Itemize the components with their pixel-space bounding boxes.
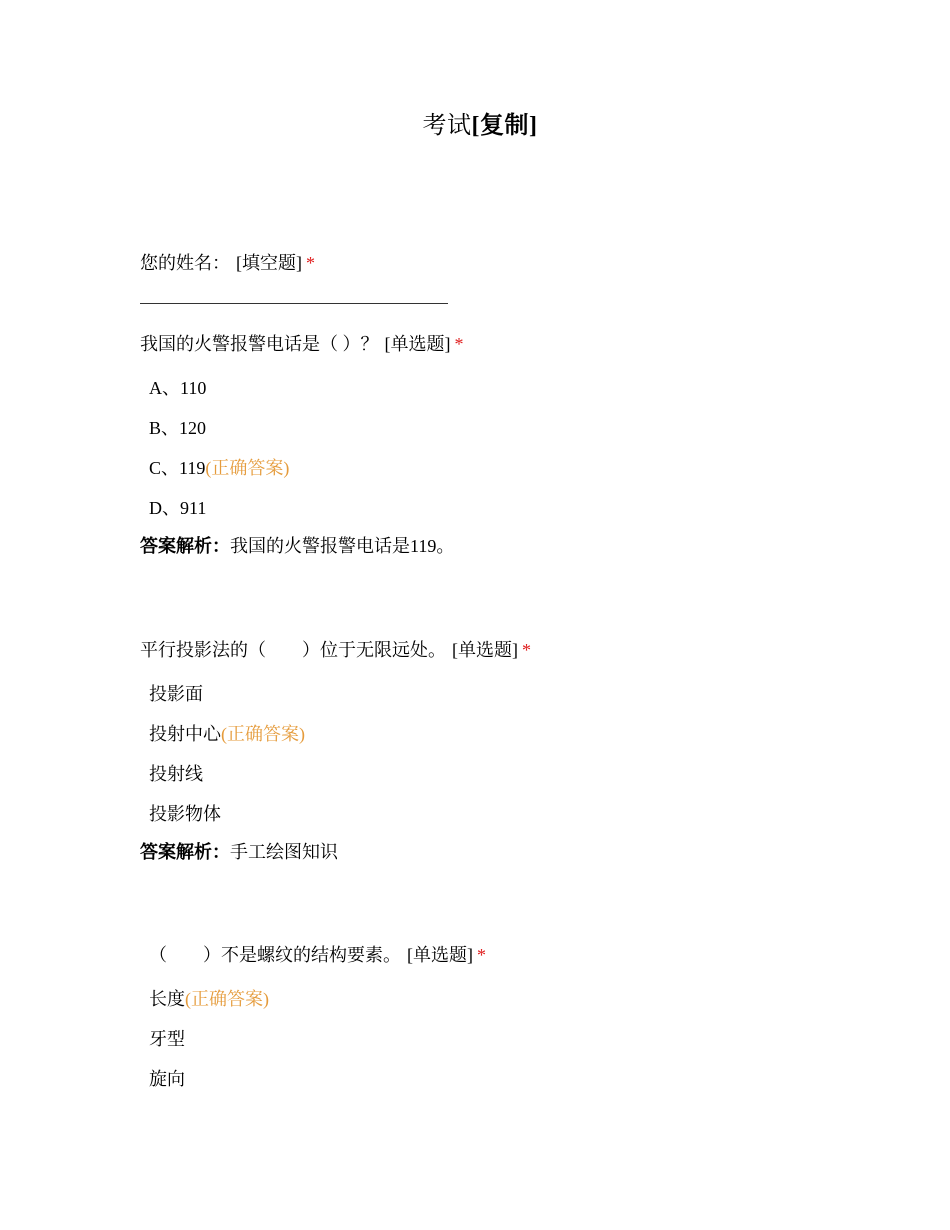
question-3	[140, 636, 820, 866]
question-4-type: [单选题]	[407, 945, 473, 965]
option-label: 牙型	[149, 1029, 185, 1049]
question-3-text: 平行投影法的（ ）位于无限远处。	[140, 640, 446, 660]
question-2	[140, 330, 820, 560]
analysis-label: 答案解析：	[140, 842, 230, 862]
question-3-type: [单选题]	[452, 640, 518, 660]
correct-answer-tag: (正确答案)	[205, 458, 290, 478]
option-3	[140, 760, 820, 788]
option-label: C、119	[149, 458, 206, 478]
option-2	[140, 720, 820, 748]
question-4-text: （ ）不是螺纹的结构要素。	[149, 945, 401, 965]
question-4-stem	[140, 941, 820, 969]
survey-title	[140, 108, 820, 144]
option-label: D、911	[149, 498, 207, 518]
analysis-text: 我国的火警报警电话是119。	[230, 536, 455, 556]
correct-answer-tag: (正确答案)	[221, 724, 305, 744]
name-input-line[interactable]	[140, 303, 448, 304]
question-1-type: [填空题]	[236, 253, 302, 273]
option-label: 投影面	[149, 684, 203, 704]
required-mark: *	[477, 945, 486, 965]
answer-analysis	[140, 532, 820, 560]
question-1	[140, 249, 820, 304]
correct-answer-tag: (正确答案)	[185, 989, 269, 1009]
question-3-stem	[140, 636, 820, 664]
option-label: 投影物体	[149, 804, 221, 824]
option-4	[140, 800, 820, 828]
option-b	[140, 414, 820, 442]
option-a	[140, 374, 820, 402]
option-2	[140, 1025, 820, 1053]
analysis-label: 答案解析：	[140, 536, 230, 556]
option-label: 投射线	[149, 764, 203, 784]
question-2-stem	[140, 330, 820, 358]
question-2-type: [单选题]	[384, 334, 451, 354]
survey-title-main: 考试	[422, 113, 472, 139]
option-label: B、120	[149, 418, 207, 438]
required-mark: *	[306, 253, 315, 273]
question-2-text: 我国的火警报警电话是（ ）？	[140, 334, 379, 354]
option-d	[140, 494, 820, 522]
analysis-text: 手工绘图知识	[230, 842, 338, 862]
required-mark: *	[454, 334, 464, 354]
option-label: 旋向	[149, 1069, 185, 1089]
option-1	[140, 985, 820, 1013]
option-label: 长度	[149, 989, 185, 1009]
option-3	[140, 1065, 820, 1093]
survey-title-suffix: [复制]	[471, 113, 538, 139]
required-mark: *	[522, 640, 531, 660]
question-4	[140, 941, 820, 1093]
option-label: A、110	[149, 378, 207, 398]
option-label: 投射中心	[149, 724, 221, 744]
question-1-text: 您的姓名：	[140, 253, 230, 273]
option-c	[140, 454, 820, 482]
answer-analysis	[140, 838, 820, 866]
question-1-stem	[140, 249, 820, 277]
option-1	[140, 680, 820, 708]
